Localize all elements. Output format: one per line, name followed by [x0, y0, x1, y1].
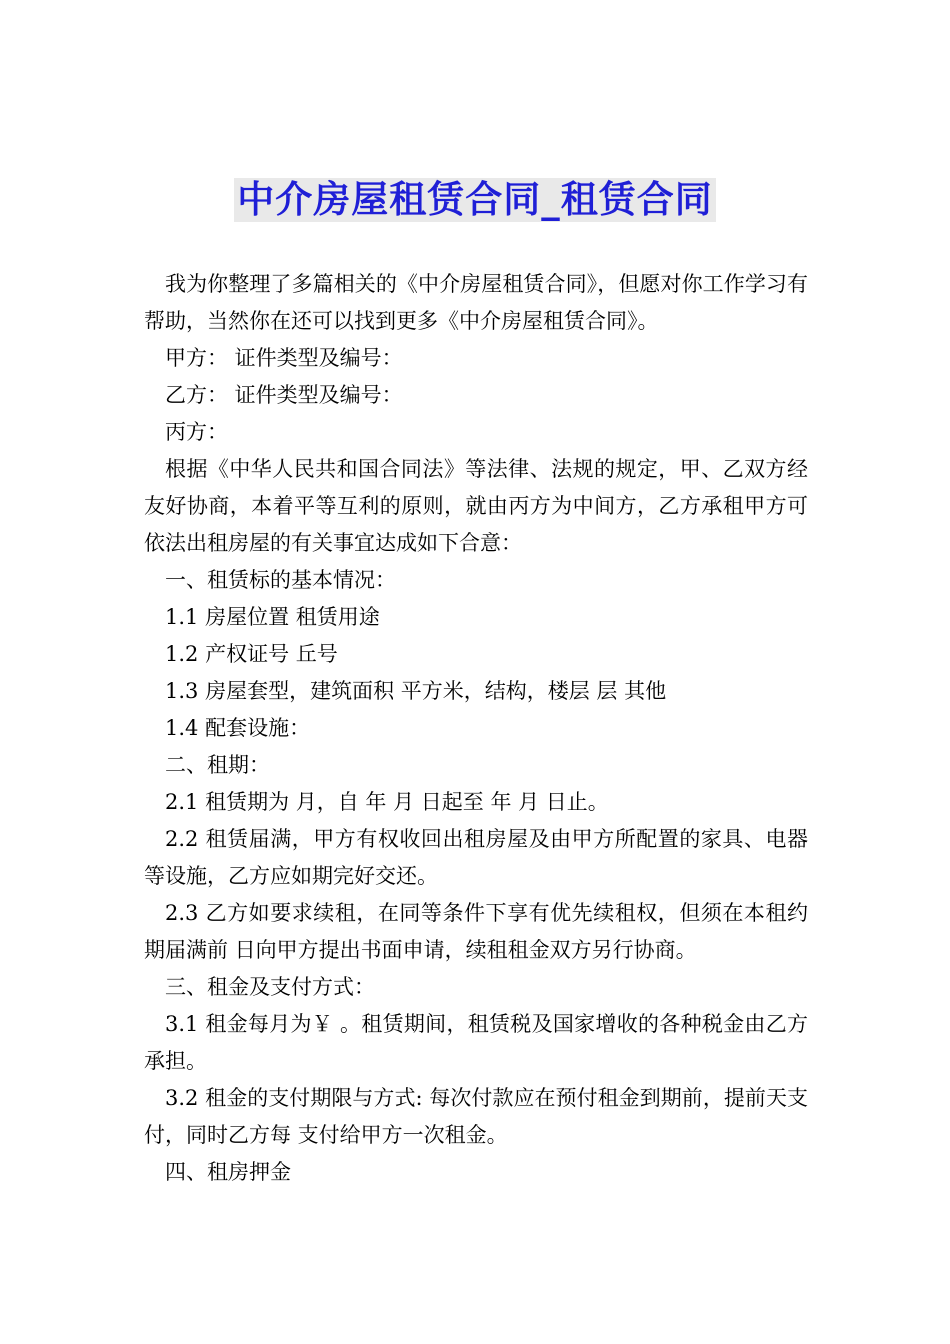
- clause-2-2: 2.2 租赁届满，甲方有权收回出租房屋及由甲方所配置的家具、电器等设施，乙方应如期完好交还。: [144, 827, 808, 888]
- title-container: [0, 178, 950, 222]
- section-heading-4: 四、租房押金: [165, 1160, 291, 1184]
- clause-1-2: 1.2 产权证号 丘号: [165, 642, 338, 666]
- section-heading-2: 二、租期：: [165, 753, 270, 777]
- clause-3-1: 3.1 租金每月为￥ 。租赁期间，租赁税及国家增收的各种税金由乙方承担。: [144, 1012, 808, 1073]
- section-heading-3: 三、租金及支付方式：: [165, 975, 375, 999]
- document-title: 中介房屋租赁合同_租赁合同: [234, 178, 716, 222]
- document-body: [144, 266, 808, 1191]
- intro-paragraph: 我为你整理了多篇相关的《中介房屋租赁合同》，但愿对你工作学习有帮助，当然你在还可以找到更多《中介房屋租赁合同》。: [144, 272, 808, 333]
- party-a-line: 甲方： 证件类型及编号：: [165, 346, 403, 370]
- clause-1-1: 1.1 房屋位置 租赁用途: [165, 605, 380, 629]
- clause-1-4: 1.4 配套设施：: [165, 716, 311, 740]
- party-b-line: 乙方： 证件类型及编号：: [165, 383, 403, 407]
- clause-3-2: 3.2 租金的支付期限与方式: 每次付款应在预付租金到期前，提前天支付，同时乙方每 支付给甲方一次租金。: [144, 1086, 808, 1147]
- clause-1-3: 1.3 房屋套型，建筑面积 平方米，结构，楼层 层 其他: [165, 679, 667, 703]
- preamble-paragraph: 根据《中华人民共和国合同法》等法律、法规的规定，甲、乙双方经友好协商，本着平等互利的原则，就由丙方为中间方，乙方承租甲方可依法出租房屋的有关事宜达成如下合意：: [144, 457, 808, 555]
- party-c-line: 丙方：: [165, 420, 228, 444]
- section-heading-1: 一、租赁标的基本情况：: [165, 568, 396, 592]
- clause-2-3: 2.3 乙方如要求续租，在同等条件下享有优先续租权，但须在本租约期届满前 日向甲方提出书面申请，续租租金双方另行协商。: [144, 901, 808, 962]
- clause-2-1: 2.1 租赁期为 月，自 年 月 日起至 年 月 日止。: [165, 790, 609, 814]
